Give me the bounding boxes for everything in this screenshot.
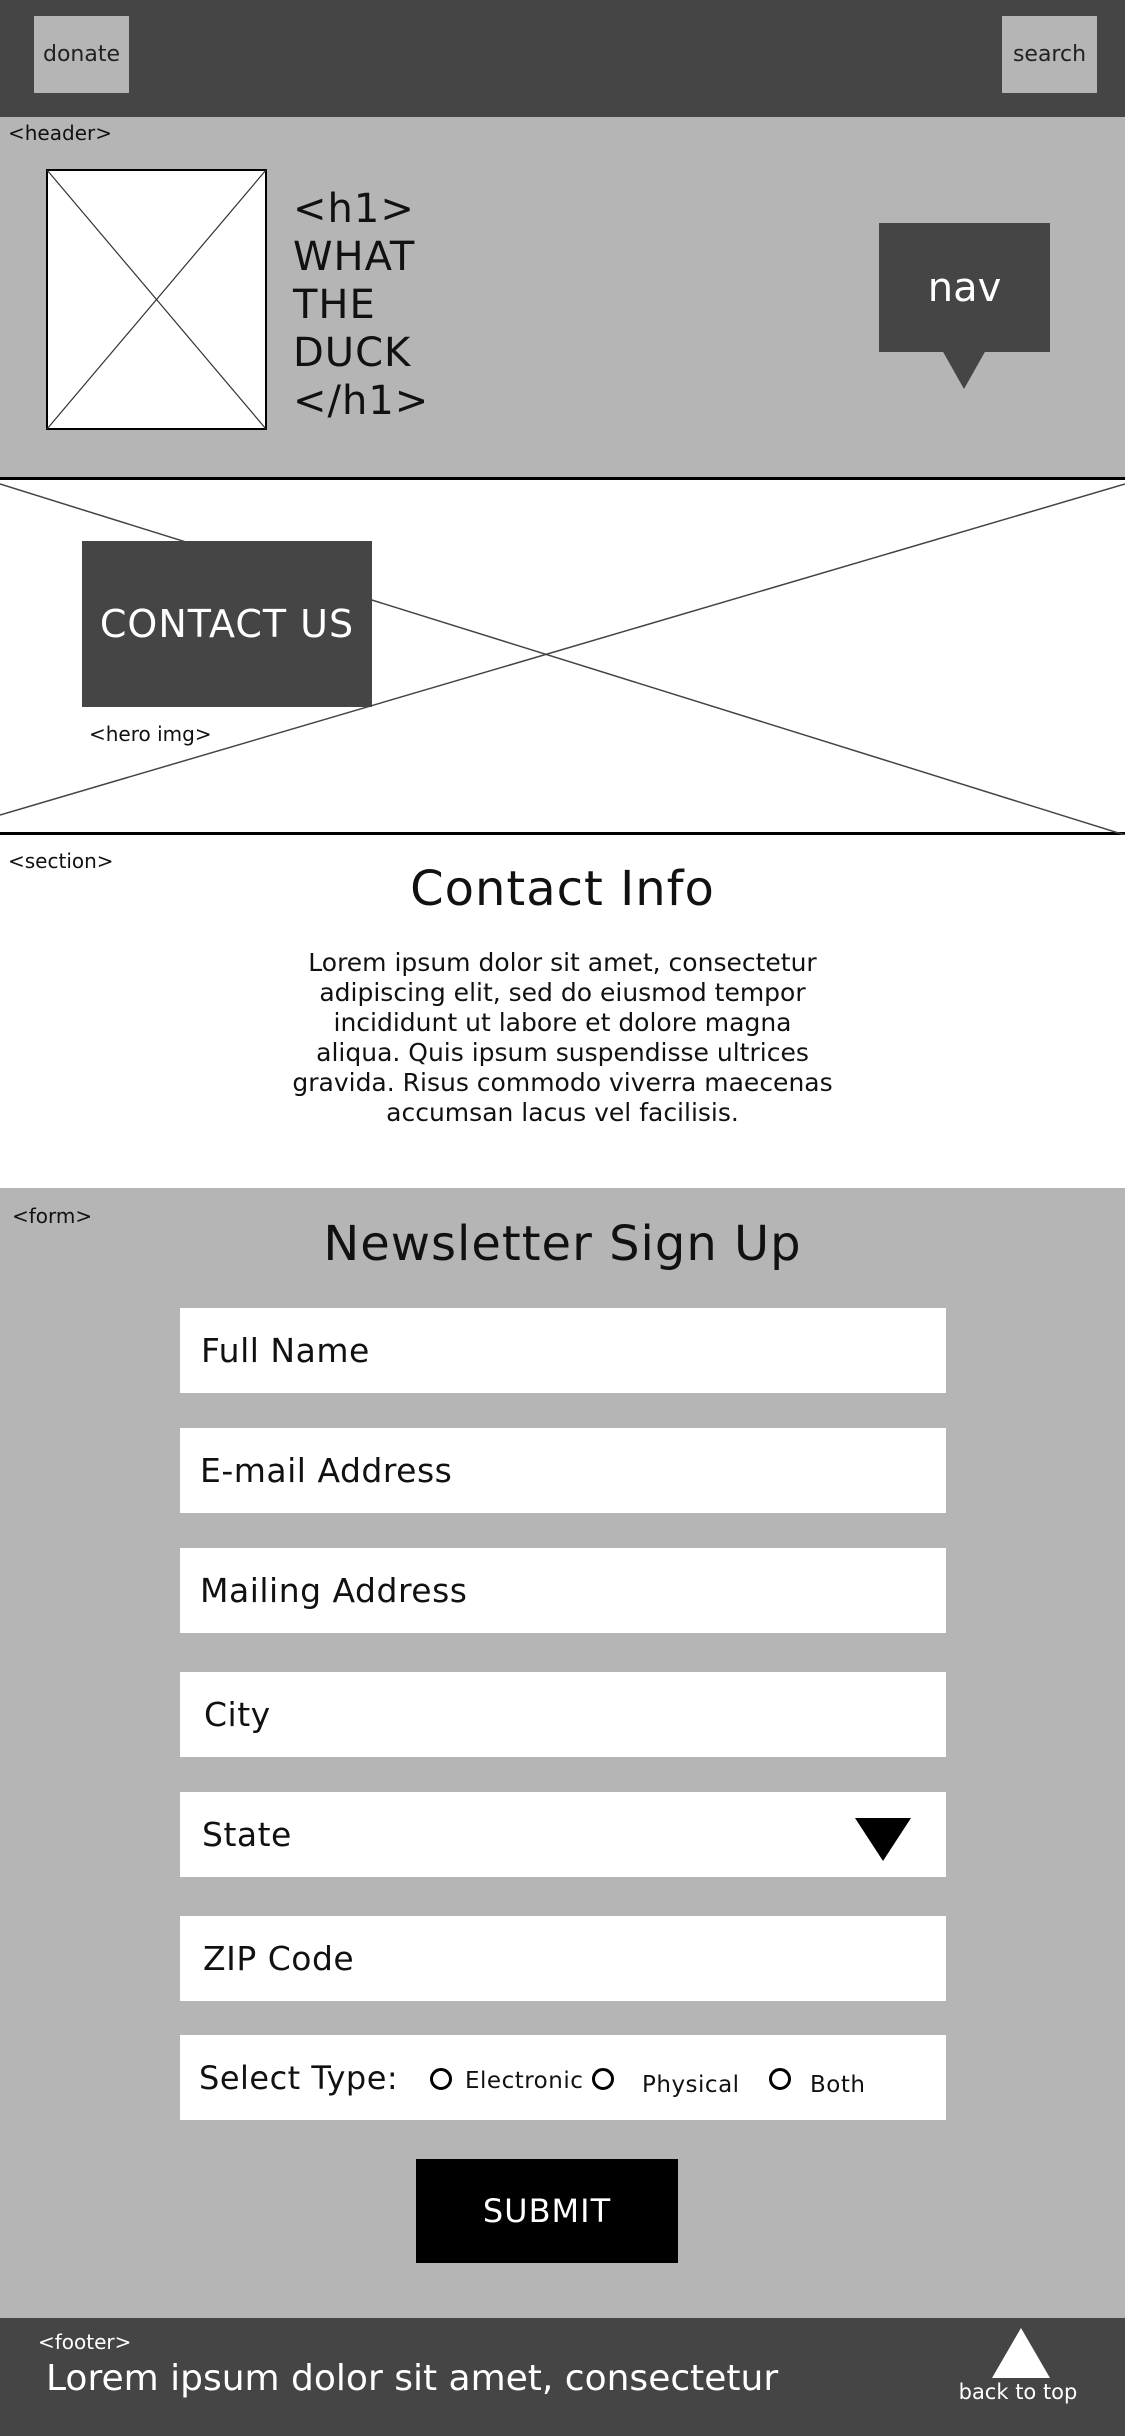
radio-electronic[interactable] <box>430 2068 452 2090</box>
state-select[interactable] <box>180 1792 946 1877</box>
title-line: WHAT <box>293 234 416 280</box>
radio-electronic-label: Electronic <box>465 2068 584 2094</box>
paragraph-line: gravida. Risus commodo viverra maecenas <box>292 1068 833 1097</box>
top-bar <box>0 0 1125 117</box>
nav-button[interactable]: nav <box>879 223 1050 352</box>
nav-pointer-icon <box>942 350 986 389</box>
header <box>0 117 1125 480</box>
logo-placeholder-image <box>46 169 267 430</box>
radio-both[interactable] <box>769 2068 791 2090</box>
hero-image <box>0 480 1125 835</box>
radio-physical[interactable] <box>592 2068 614 2090</box>
contact-us-button[interactable]: CONTACT US <box>82 541 372 707</box>
footer <box>0 2318 1125 2436</box>
footer-text: Lorem ipsum dolor sit amet, consectetur <box>46 2358 779 2399</box>
paragraph-line: incididunt ut labore et dolore magna <box>333 1008 792 1037</box>
h1-close-tag: </h1> <box>293 378 430 424</box>
title-line: DUCK <box>293 330 412 376</box>
contact-info-section <box>0 835 1125 1188</box>
form-tag: <form> <box>12 1204 93 1228</box>
site-title <box>293 185 429 425</box>
zip-code-field[interactable]: ZIP Code <box>180 1916 946 2001</box>
radio-physical-label: Physical <box>642 2072 740 2098</box>
search-button[interactable]: search <box>1002 16 1097 93</box>
contact-paragraph <box>200 948 925 1128</box>
radio-both-label: Both <box>810 2072 866 2098</box>
donate-button[interactable]: donate <box>34 16 129 93</box>
title-line: THE <box>293 282 376 328</box>
full-name-field[interactable]: Full Name <box>180 1308 946 1393</box>
paragraph-line: adipiscing elit, sed do eiusmod tempor <box>319 978 806 1007</box>
select-type-row <box>180 2035 946 2120</box>
mailing-address-field[interactable]: Mailing Address <box>180 1548 946 1633</box>
state-select-value: State <box>202 1815 292 1854</box>
city-field[interactable]: City <box>180 1672 946 1757</box>
email-field[interactable]: E-mail Address <box>180 1428 946 1513</box>
paragraph-line: accumsan lacus vel facilisis. <box>386 1098 739 1127</box>
arrow-up-icon <box>992 2328 1050 2378</box>
h1-open-tag: <h1> <box>293 186 415 232</box>
section-tag: <section> <box>8 849 114 873</box>
paragraph-line: aliqua. Quis ipsum suspendisse ultrices <box>316 1038 809 1067</box>
header-tag: <header> <box>8 121 112 145</box>
select-type-label: Select Type: <box>199 2059 399 2097</box>
footer-tag: <footer> <box>38 2330 132 2354</box>
back-to-top-button[interactable] <box>952 2328 1084 2428</box>
paragraph-line: Lorem ipsum dolor sit amet, consectetur <box>308 948 817 977</box>
section-title: Contact Info <box>410 861 715 917</box>
submit-button[interactable]: SUBMIT <box>416 2159 678 2263</box>
back-to-top-label: back to top <box>958 2380 1078 2404</box>
chevron-down-icon[interactable] <box>855 1818 911 1861</box>
form-title: Newsletter Sign Up <box>323 1216 802 1272</box>
newsletter-form <box>0 1188 1125 2318</box>
hero-img-tag: <hero img> <box>89 722 212 746</box>
